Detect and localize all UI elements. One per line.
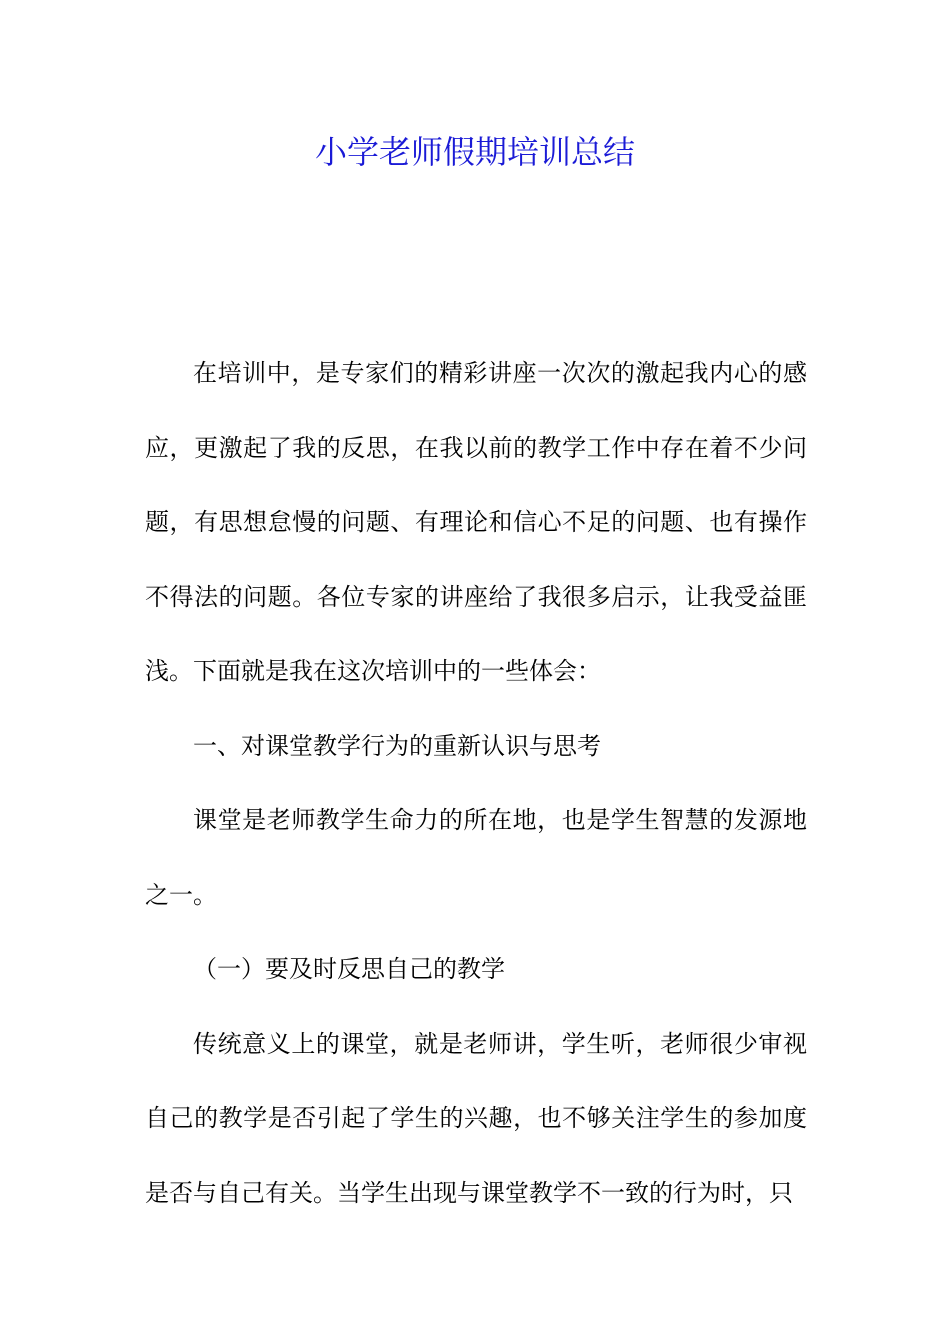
paragraph-intro: 在培训中，是专家们的精彩讲座一次次的激起我内心的感应，更激起了我的反思，在我以前的教学工作中存在着不少问题，有思想怠慢的问题、有理论和信心不足的问题、也有操作不得法的问题。各位专家的讲座给了我很多启示，让我受益匪浅。下面就是我在这次培训中的一些体会：: [145, 359, 807, 685]
document-body: [145, 336, 807, 1230]
subsection-heading-1: （一）要及时反思自己的教学: [193, 955, 505, 983]
section-heading-1: 一、对课堂教学行为的重新认识与思考: [193, 731, 601, 760]
document-title: 小学老师假期培训总结: [314, 133, 635, 171]
paragraph-classroom: 课堂是老师教学生命力的所在地，也是学生智慧的发源地之一。: [145, 806, 807, 909]
paragraph-traditional: 传统意义上的课堂，就是老师讲，学生听，老师很少审视自己的教学是否引起了学生的兴趣，也不够关注学生的参加度是否与自己有关。当学生出现与课堂教学不一致的行为时，只: [145, 1029, 807, 1207]
